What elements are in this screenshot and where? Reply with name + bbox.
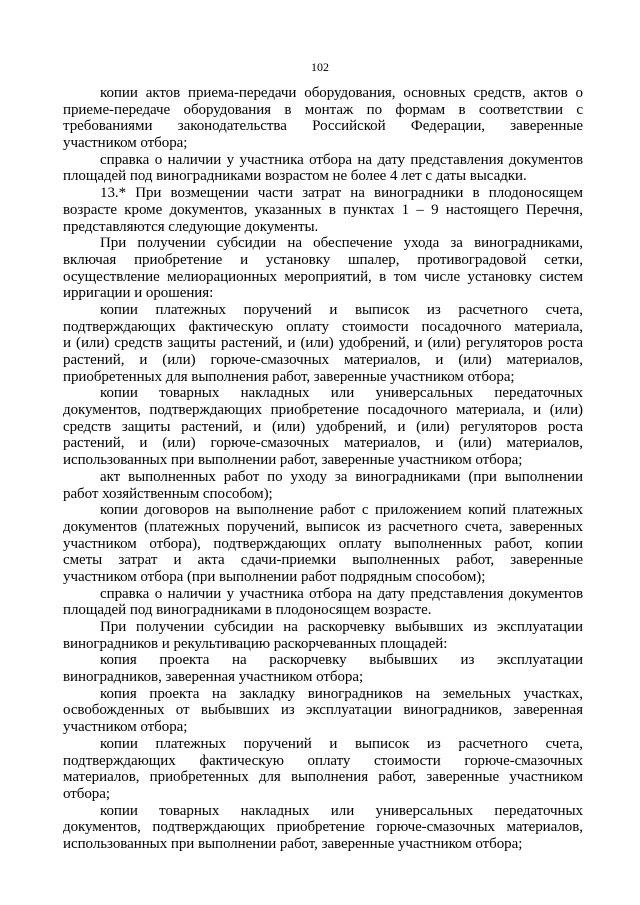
text-line: При получении субсидии на раскорчевку выбывших из эксплуатации [100, 619, 583, 635]
text-line: представляются следующие документы. [63, 218, 319, 235]
text-line: подтверждающих фактическую оплату стоимости горюче-смазочных [63, 752, 583, 769]
text-line: документов, подтверждающих приобретение горюче-смазочных материалов, [63, 819, 583, 836]
text-line: использованных при выполнении работ, заверенные участником отбора; [63, 835, 523, 852]
text-line: освобожденных от выбывших из эксплуатации виноградников, заверенная [63, 702, 583, 719]
text-line: акт выполненных работ по уходу за виноградниками (при выполнении [100, 468, 583, 485]
text-line: виноградников, заверенная участником отбора; [63, 669, 364, 686]
text-line: копии платежных поручений и выписок из расчетного счета, [100, 735, 583, 752]
text-line: справка о наличии у участника отбора на дату представления документов [100, 585, 583, 602]
text-line: приеме-передаче оборудования в монтаж по формам в соответствии с [63, 101, 583, 118]
text-line: копия проекта на закладку виноградников на земельных участках, [100, 685, 583, 702]
text-line: копия проекта на раскорчевку выбывших из эксплуатации [100, 652, 583, 669]
text-line: справка о наличии у участника отбора на дату представления документов [100, 151, 583, 168]
text-line: растений, и (или) горюче-смазочных материалов, и (или) материалов, [63, 352, 583, 368]
text-line: средств защиты растений, и (или) удобрений, и (или) регуляторов роста [63, 418, 583, 435]
text-line: документов (платежных поручений, выписок из расчетного счета, заверенных [63, 518, 583, 535]
page-number: 102 [311, 60, 329, 74]
text-line: требованиями законодательства Российской Федерации, заверенные [63, 118, 583, 135]
text-line: ирригации и орошения: [63, 285, 214, 302]
text-line: участником отбора; [63, 719, 188, 736]
text-line: растений, и (или) горюче-смазочных материалов, и (или) материалов, [63, 435, 583, 452]
text-line: копии договоров на выполнение работ с приложением копий платежных [100, 502, 583, 519]
text-line: осуществление мелиорационных мероприятий, в том числе установку систем [63, 268, 583, 285]
text-line: использованных при выполнении работ, заверенные участником отбора; [63, 452, 523, 469]
text-line: участником отбора (при выполнении работ подрядным способом); [63, 568, 486, 585]
text-line: возрасте кроме документов, указанных в пунктах 1 – 9 настоящего Перечня, [63, 201, 583, 218]
text-line: подтверждающих фактическую оплату стоимости посадочного материала, [63, 318, 583, 335]
text-line: материалов, приобретенных для выполнения работ, заверенные участником [63, 769, 583, 786]
text-line: сметы затрат и акта сдачи-приемки выполненных работ, заверенные [63, 552, 583, 569]
text-line: 13.* При возмещении части затрат на виноградники в плодоносящем [100, 185, 583, 202]
text-line: участником отбора), подтверждающих оплату выполненных работ, копии [63, 535, 583, 552]
text-line: участником отбора; [63, 135, 188, 152]
text-line: копии актов приема-передачи оборудования, основных средств, актов о [100, 85, 583, 101]
text-line: включая приобретение и установку шпалер, противоградовой сетки, [63, 251, 583, 268]
text-line: приобретенных для выполнения работ, заверенные участником отбора; [63, 368, 515, 385]
text-line: копии товарных накладных или универсальных передаточных [100, 802, 583, 819]
document-body [63, 85, 583, 853]
text-line: и (или) средств защиты растений, и (или) удобрений, и (или) регуляторов роста [63, 335, 583, 352]
text-line: копии платежных поручений и выписок из расчетного счета, [100, 301, 583, 318]
text-line: отбора; [63, 785, 110, 802]
text-line: работ хозяйственным способом); [63, 485, 273, 502]
text-line: виноградников и рекультивацию раскорчеванных площадей: [63, 635, 448, 652]
text-line: документов, подтверждающих приобретение посадочного материала, и (или) [63, 402, 583, 419]
text-line: площадей под виноградниками в плодоносящем возрасте. [63, 602, 432, 619]
text-line: площадей под виноградниками возрастом не более 4 лет с даты высадки. [63, 168, 527, 185]
text-line: При получении субсидии на обеспечение ухода за виноградниками, [100, 235, 583, 252]
text-line: копии товарных накладных или универсальных передаточных [100, 385, 583, 402]
